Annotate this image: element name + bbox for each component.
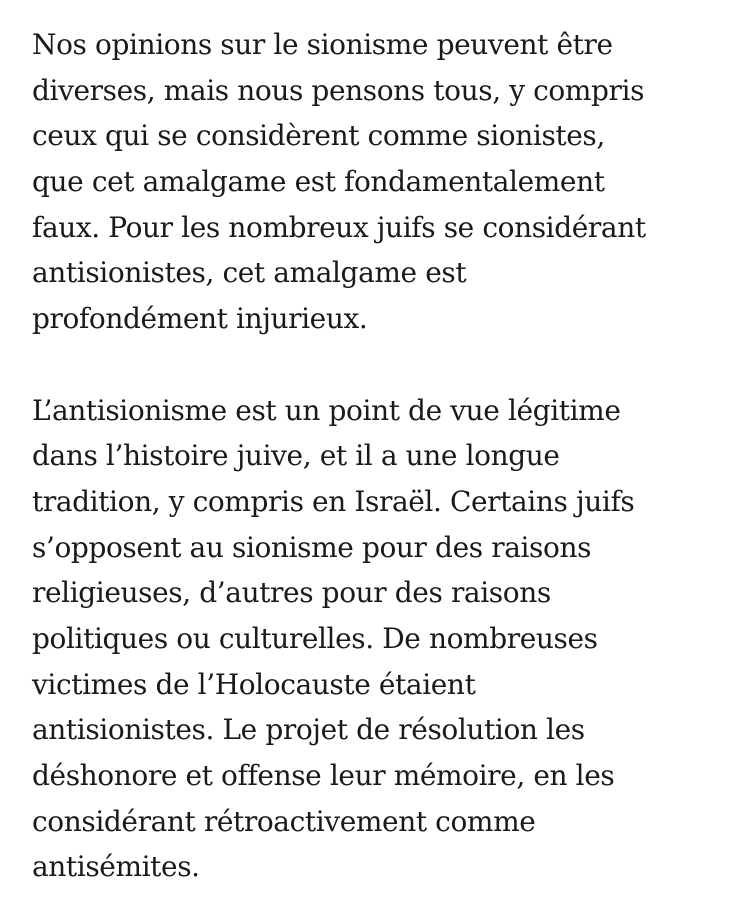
text-line: Nos opinions sur le sionisme peuvent être — [32, 28, 613, 61]
text-line: ceux qui se considèrent comme sionistes, — [32, 119, 605, 153]
text-line: tradition, y compris en Israël. Certains juifs — [32, 484, 635, 518]
text-line: s’opposent au sionisme pour des raisons — [32, 530, 592, 564]
paragraph-spacer — [32, 342, 722, 388]
text-line: faux. Pour les nombreux juifs se considérant — [32, 210, 646, 244]
paragraph-2 — [32, 388, 722, 891]
text-line: profondément injurieux. — [32, 302, 368, 336]
text-line: considérant rétroactivement comme — [32, 804, 536, 838]
text-line: déshonore et offense leur mémoire, en les — [32, 759, 615, 792]
text-line: L’antisionisme est un point de vue légitime — [32, 393, 621, 427]
text-line: diverses, mais nous pensons tous, y compris — [32, 73, 645, 107]
text-line: antisémites. — [32, 850, 200, 884]
text-line: antisionistes. Le projet de résolution les — [32, 713, 585, 747]
text-line: que cet amalgame est fondamentalement — [32, 165, 605, 199]
paragraph-1 — [32, 22, 722, 342]
text-line: dans l’histoire juive, et il a une longue — [32, 439, 560, 473]
text-line: antisionistes, cet amalgame est — [32, 256, 467, 290]
document-body — [32, 22, 722, 890]
text-line: religieuses, d’autres pour des raisons — [32, 576, 551, 610]
text-line: victimes de l’Holocauste étaient — [32, 667, 476, 701]
text-line: politiques ou culturelles. De nombreuses — [32, 621, 598, 655]
